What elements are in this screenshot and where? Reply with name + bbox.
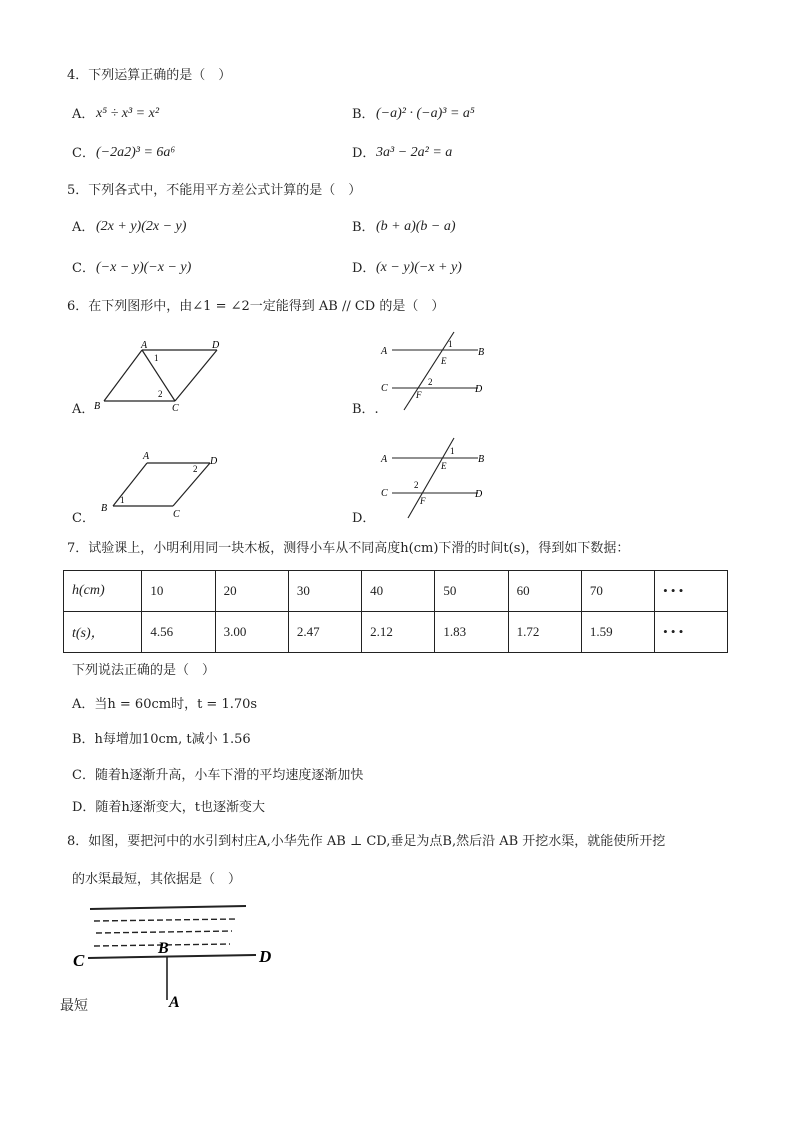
q8-stem-line1: 8．如图，要把河中的水引到村庄A,小华先作 AB ⊥ CD,垂足为点B,然后沿 AB 开挖水渠，就能使所开挖 — [67, 834, 666, 849]
q6d-label-d: D — [475, 489, 483, 500]
q5-option-c-label: C． — [72, 261, 95, 276]
q6b-label-b: B — [478, 347, 485, 358]
q6a-label-b: B — [94, 401, 101, 412]
q6d-label-b: B — [478, 454, 485, 465]
q6-figure-a — [92, 335, 242, 415]
table-header-t: t(s)， — [64, 612, 142, 653]
table-cell: 2.12 — [362, 612, 435, 653]
q6c-label-b: B — [101, 503, 108, 514]
q6a-line-ab — [104, 350, 142, 401]
q8-label-b: B — [158, 940, 169, 957]
table-cell: 1.72 — [508, 612, 581, 653]
q5-option-b-expr: (b + a)(b − a) — [376, 219, 456, 234]
q8-stem-line2: 的水渠最短，其依据是（ ） — [72, 872, 242, 887]
q8-river-figure — [70, 900, 285, 1015]
q7-option-d: D．随着h逐渐变大，t也逐渐变大 — [72, 800, 266, 815]
q7-data-table — [63, 570, 728, 653]
q6c-label-c: C — [173, 509, 180, 520]
q6a-label-c: C — [172, 403, 179, 414]
q5-stem: 5．下列各式中，不能用平方差公式计算的是（ ） — [67, 183, 362, 198]
q6c-label-1: 1 — [120, 495, 125, 505]
q6d-label-c: C — [381, 488, 388, 499]
q6b-transversal — [404, 332, 454, 410]
q8-riverbank-top — [90, 906, 246, 909]
table-cell: 40 — [362, 571, 435, 612]
q7-question: 下列说法正确的是（ ） — [72, 663, 216, 678]
table-cell: • • • — [655, 571, 728, 612]
q6-option-d-label: D． — [352, 511, 376, 526]
q8-label-d: D — [259, 947, 272, 966]
q8-water-line-1 — [94, 919, 236, 921]
table-cell: 30 — [288, 571, 361, 612]
q6d-transversal — [408, 438, 454, 518]
q6b-label-e: E — [441, 356, 447, 366]
q6d-label-a: A — [381, 454, 388, 465]
q6-figure-d — [378, 434, 488, 520]
q4-option-c-expr: (−2a2)³ = 6a⁶ — [96, 145, 176, 160]
table-row-t — [64, 612, 728, 653]
q6a-label-a: A — [141, 340, 148, 351]
q6b-label-a: A — [381, 346, 388, 357]
q5-option-c-expr: (−x − y)(−x − y) — [96, 260, 192, 275]
q4-option-b-expr: (−a)² · (−a)³ = a⁵ — [376, 106, 475, 121]
q7-option-a: A．当h = 60cm时，t = 1.70s — [72, 697, 258, 712]
table-cell: 20 — [215, 571, 288, 612]
table-cell: 3.00 — [215, 612, 288, 653]
q6a-label-1: 1 — [154, 353, 159, 363]
q4-option-a-expr: x⁵ ÷ x³ = x² — [96, 106, 160, 121]
table-row-h — [64, 571, 728, 612]
table-cell: 1.83 — [435, 612, 508, 653]
q6c-line-ab — [113, 463, 147, 506]
q6b-label-c: C — [381, 383, 388, 394]
table-cell: 4.56 — [142, 612, 215, 653]
q6a-line-cd — [175, 350, 217, 401]
q5-option-a-expr: (2x + y)(2x − y) — [96, 219, 187, 234]
q8-line-cd — [88, 955, 256, 958]
q4-option-a-label: A． — [72, 107, 95, 122]
q6-option-a-label: A． — [72, 402, 95, 417]
q5-option-b-label: B． — [352, 220, 375, 235]
q5-option-d-label: D． — [352, 261, 376, 276]
q5-option-a-label: A． — [72, 220, 95, 235]
q6-figure-c — [95, 448, 230, 520]
q6b-label-d: D — [475, 384, 483, 395]
q4-stem: 4．下列运算正确的是（ ） — [67, 68, 232, 83]
q6d-label-1: 1 — [450, 446, 455, 456]
table-cell: 10 — [142, 571, 215, 612]
q6b-label-f: F — [416, 390, 422, 400]
q6-stem: 6．在下列图形中，由∠1 = ∠2一定能得到 AB // CD 的是（ ） — [67, 299, 445, 314]
q5-option-d-expr: (x − y)(−x + y) — [376, 260, 462, 275]
q6c-label-2: 2 — [193, 464, 198, 474]
q4-option-d-expr: 3a³ − 2a² = a — [376, 145, 453, 160]
q6-option-c-label: C． — [72, 511, 95, 526]
q6-figure-b — [378, 328, 488, 412]
q6c-line-cd — [173, 463, 210, 506]
q6c-label-d: D — [210, 456, 218, 467]
q6b-label-1: 1 — [448, 339, 453, 349]
q7-option-c: C．随着h逐渐升高，小车下滑的平均速度逐渐加快 — [72, 768, 364, 783]
q8-label-c: C — [73, 951, 85, 970]
table-cell: • • • — [655, 612, 728, 653]
q4-option-c-label: C． — [72, 146, 95, 161]
q6a-label-d: D — [212, 340, 220, 351]
q4-option-b-label: B． — [352, 107, 375, 122]
q7-option-b: B．h每增加10cm, t减小 1.56 — [72, 732, 251, 747]
table-cell: 60 — [508, 571, 581, 612]
q4-option-d-label: D． — [352, 146, 376, 161]
q8-cut-text: 最短 — [60, 998, 88, 1014]
q6c-label-a: A — [143, 451, 150, 462]
table-header-h: h(cm) — [64, 571, 142, 612]
q8-water-line-2 — [96, 931, 232, 933]
q6d-label-f: F — [420, 496, 426, 506]
table-cell: 50 — [435, 571, 508, 612]
q6b-label-2: 2 — [428, 377, 433, 387]
table-cell: 2.47 — [288, 612, 361, 653]
table-cell: 70 — [581, 571, 654, 612]
q8-label-a: A — [169, 994, 180, 1011]
q7-stem: 7．试验课上，小明利用同一块木板，测得小车从不同高度h(cm)下滑的时间t(s)，得到如下数据： — [67, 541, 630, 556]
q6a-label-2: 2 — [158, 389, 163, 399]
q6d-label-2: 2 — [414, 480, 419, 490]
q6-option-b-label: B．. — [352, 402, 379, 417]
q6d-label-e: E — [441, 461, 447, 471]
table-cell: 1.59 — [581, 612, 654, 653]
